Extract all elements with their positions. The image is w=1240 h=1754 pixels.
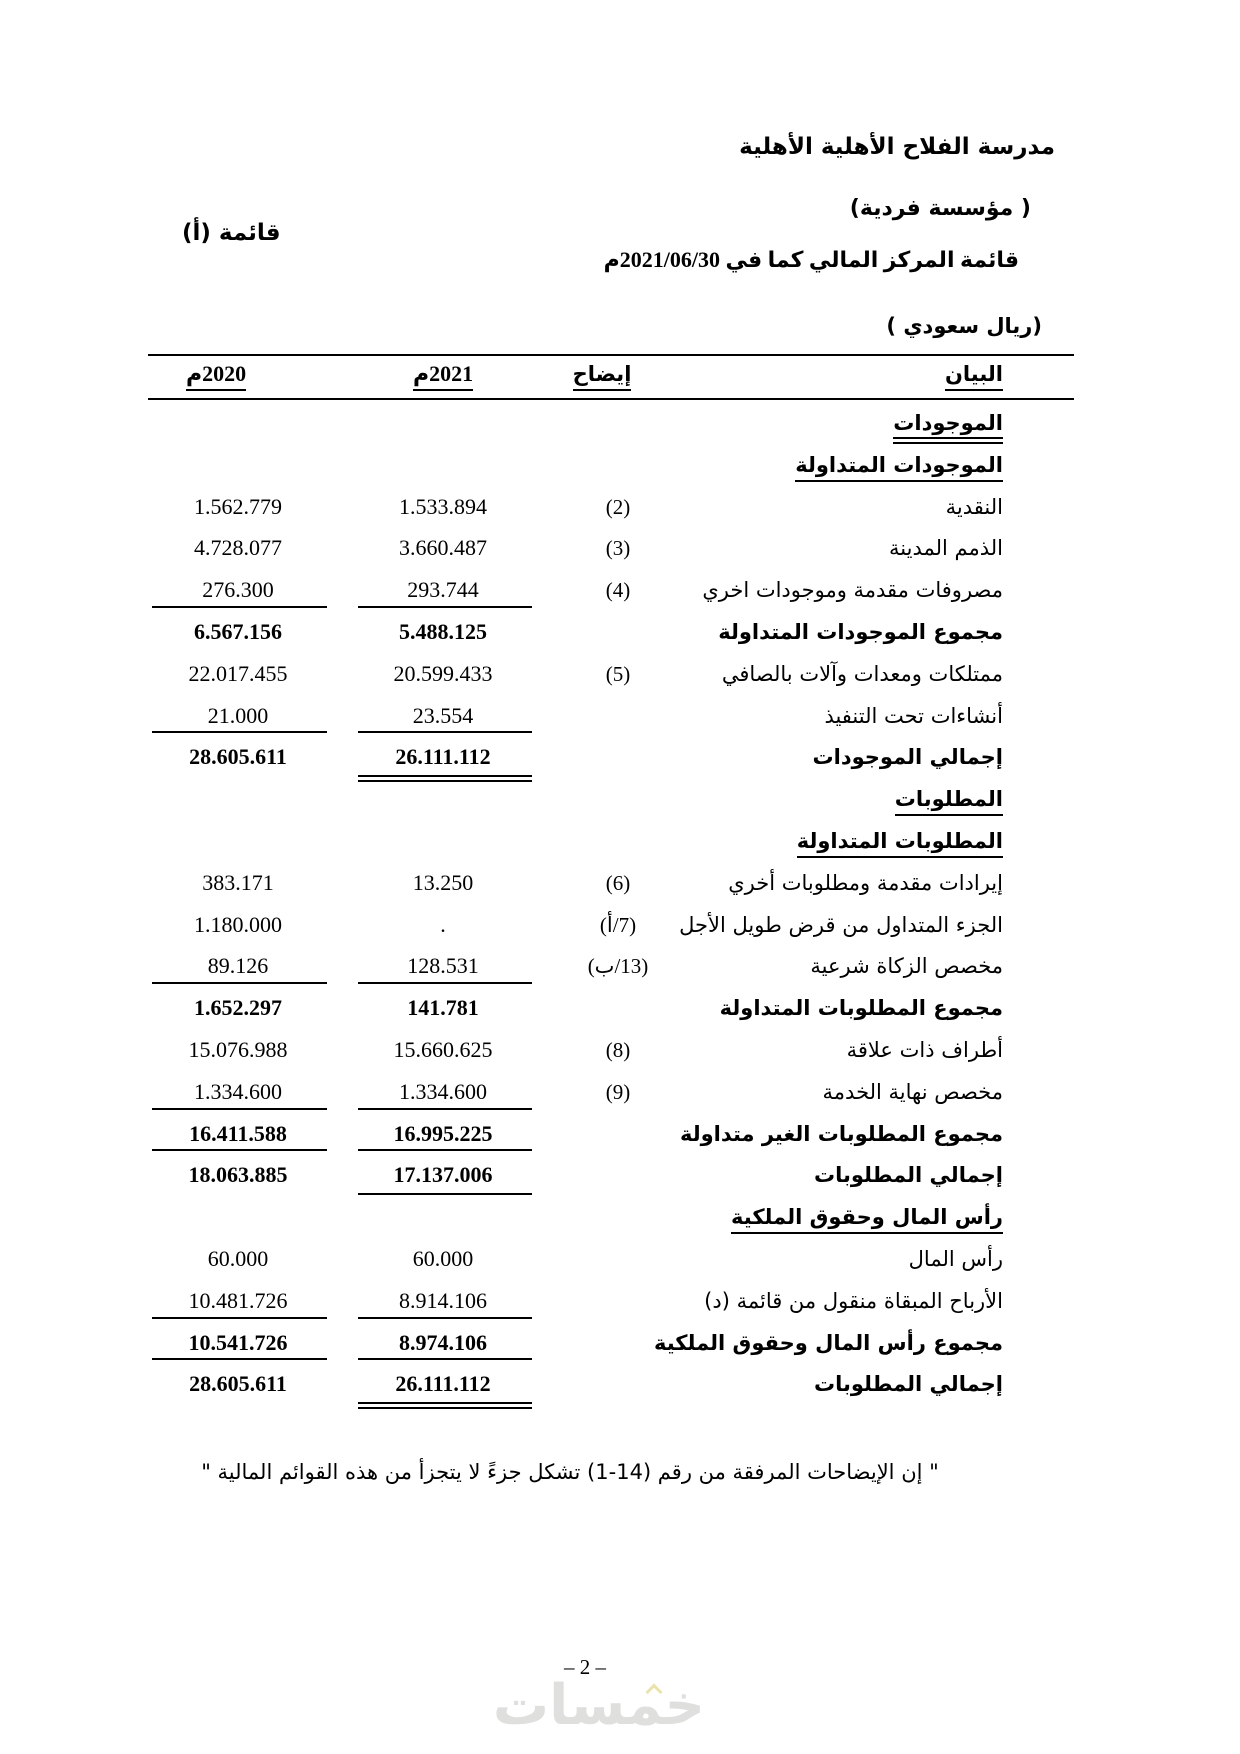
total-rule [358, 1108, 532, 1110]
value-2021: 26.111.112 [395, 744, 491, 770]
total-rule [152, 731, 327, 733]
row-label: مجموع الموجودات المتداولة [718, 619, 1003, 644]
value-2021: . [440, 911, 446, 937]
table-row [148, 1035, 1074, 1077]
value-2020: 89.126 [207, 953, 269, 979]
note-reference: (2) [605, 494, 631, 519]
value-2021: 26.111.112 [395, 1371, 491, 1397]
value-2020: 1.562.779 [194, 493, 282, 519]
value-2021: 1.533.894 [399, 493, 487, 519]
table-row [148, 701, 1074, 743]
org-name: مدرسة الفلاح الأهلية الأهلية [739, 134, 1055, 160]
grand-total-double-rule [358, 1402, 532, 1409]
value-2020: 1.652.297 [194, 995, 282, 1021]
row-label: الذمم المدينة [889, 536, 1003, 561]
column-header-item: البيان [448, 361, 1003, 391]
table-row [148, 910, 1074, 952]
row-label: الأرباح المبقاة منقول من قائمة (د) [704, 1288, 1003, 1313]
khamsat-watermark: خمسات [492, 1673, 705, 1738]
row-label: إجمالي المطلوبات [814, 1163, 1003, 1188]
table-row [148, 1328, 1074, 1370]
note-reference: (9) [605, 1079, 631, 1104]
table-row [148, 575, 1074, 617]
total-rule [152, 1317, 327, 1319]
org-type: ( مؤسسة فردية) [849, 196, 1031, 221]
row-label: إيرادات مقدمة ومطلوبات أخري [728, 870, 1003, 895]
table-row [148, 993, 1074, 1035]
note-reference: (3) [605, 536, 631, 561]
value-2021: 293.744 [407, 577, 479, 603]
table-row [148, 826, 1074, 868]
page-number: – 2 – [564, 1655, 606, 1679]
total-rule [358, 606, 532, 608]
row-label: مجموع المطلوبات الغير متداولة [679, 1121, 1003, 1146]
value-2020: 28.605.611 [189, 744, 287, 770]
table-row [148, 1202, 1074, 1244]
row-label: مجموع المطلوبات المتداولة [719, 996, 1003, 1021]
value-2020: 16.411.588 [189, 1120, 287, 1146]
table-row [148, 617, 1074, 659]
row-label: ممتلكات ومعدات وآلات بالصافي [721, 661, 1003, 686]
value-2021: 60.000 [412, 1245, 474, 1271]
currency-note: (ريال سعودي ) [886, 314, 1042, 338]
total-rule [358, 731, 532, 733]
value-2020: 10.481.726 [188, 1287, 288, 1313]
value-2020: 15.076.988 [188, 1036, 288, 1062]
table-row [148, 408, 1074, 450]
grand-total-double-rule [358, 775, 532, 782]
total-rule [152, 982, 327, 984]
note-reference: (4) [605, 578, 631, 603]
value-2021: 128.531 [407, 953, 479, 979]
table-row [148, 1369, 1074, 1411]
section-header: رأس المال وحقوق الملكية [448, 1204, 1003, 1234]
total-rule [358, 1317, 532, 1319]
value-2021: 3.660.487 [399, 535, 487, 561]
value-2020: 60.000 [207, 1245, 269, 1271]
table-row [148, 784, 1074, 826]
note-reference: (6) [605, 870, 631, 895]
statement-title: قائمة المركز المالي كما في 2021/06/30م [603, 247, 1019, 272]
value-2020: 22.017.455 [188, 660, 288, 686]
table-body [148, 408, 1074, 1411]
value-2021: 5.488.125 [399, 618, 487, 644]
value-2020: 28.605.611 [189, 1371, 287, 1397]
note-reference: (13/ب) [587, 954, 649, 979]
row-label: أنشاءات تحت التنفيذ [824, 703, 1003, 728]
value-2020: 10.541.726 [188, 1329, 288, 1355]
table-row [148, 1077, 1074, 1119]
note-reference: (8) [605, 1037, 631, 1062]
value-2021: 15.660.625 [393, 1036, 493, 1062]
table-row [148, 742, 1074, 784]
total-rule [152, 606, 327, 608]
table-row [148, 1160, 1074, 1202]
total-rule [152, 1358, 327, 1360]
value-2021: 16.995.225 [393, 1120, 493, 1146]
value-2020: 276.300 [202, 577, 274, 603]
value-2020: 383.171 [202, 869, 274, 895]
row-label: مصروفات مقدمة وموجودات اخري [702, 578, 1003, 603]
row-label: رأس المال [908, 1246, 1003, 1271]
row-label: مخصص الزكاة شرعية [810, 954, 1003, 979]
table-row [148, 1119, 1074, 1161]
row-label: الجزء المتداول من قرض طويل الأجل [679, 912, 1003, 937]
section-header: المطلوبات [448, 786, 1003, 816]
footnote: " إن الإيضاحات المرفقة من رقم (14-1) تشكل جزءً لا يتجزأ من هذه القوائم المالية " [201, 1460, 939, 1484]
table-row [148, 1244, 1074, 1286]
section-header: الموجودات المتداولة [448, 452, 1003, 482]
table-row [148, 1286, 1074, 1328]
watermark-accent-icon [648, 1682, 662, 1692]
row-label: إجمالي المطلوبات [814, 1372, 1003, 1397]
total-rule [358, 982, 532, 984]
value-2021: 13.250 [412, 869, 474, 895]
column-header-2021: 2021م [348, 361, 538, 391]
note-reference: (5) [605, 661, 631, 686]
value-2020: 1.180.000 [194, 911, 282, 937]
table-header-row [148, 361, 1074, 398]
value-2020: 1.334.600 [194, 1078, 282, 1104]
value-2021: 1.334.600 [399, 1078, 487, 1104]
value-2021: 20.599.433 [393, 660, 493, 686]
table-row [148, 868, 1074, 910]
value-2020: 4.728.077 [194, 535, 282, 561]
row-label: مخصص نهاية الخدمة [822, 1079, 1003, 1104]
value-2020: 6.567.156 [194, 618, 282, 644]
section-header: الموجودات [448, 410, 1003, 444]
table-row [148, 450, 1074, 492]
table-row [148, 659, 1074, 701]
note-reference: (7/أ) [599, 912, 637, 937]
value-2021: 8.974.106 [399, 1329, 487, 1355]
row-label: إجمالي الموجودات [812, 745, 1003, 770]
row-label: مجموع رأس المال وحقوق الملكية [653, 1330, 1003, 1355]
total-bottom-rule [358, 1193, 532, 1195]
value-2021: 17.137.006 [393, 1162, 493, 1188]
total-rule [152, 1108, 327, 1110]
total-rule [358, 1358, 532, 1360]
table-top-rule [148, 354, 1074, 356]
list-reference-label: قائمة (أ) [182, 220, 281, 246]
table-row [148, 492, 1074, 534]
value-2020: 18.063.885 [188, 1162, 288, 1188]
column-header-2020: 2020م [126, 361, 306, 391]
value-2021: 141.781 [407, 995, 479, 1021]
row-label: أطراف ذات علاقة [846, 1037, 1003, 1062]
section-header: المطلوبات المتداولة [448, 828, 1003, 858]
total-rule [358, 1149, 532, 1151]
table-row [148, 533, 1074, 575]
value-2021: 8.914.106 [399, 1287, 487, 1313]
column-header-note: إيضاح [532, 361, 672, 391]
table-header-rule [148, 398, 1074, 400]
value-2021: 23.554 [412, 702, 474, 728]
table-row [148, 951, 1074, 993]
total-rule [152, 1149, 327, 1151]
value-2020: 21.000 [207, 702, 269, 728]
row-label: النقدية [945, 494, 1003, 519]
